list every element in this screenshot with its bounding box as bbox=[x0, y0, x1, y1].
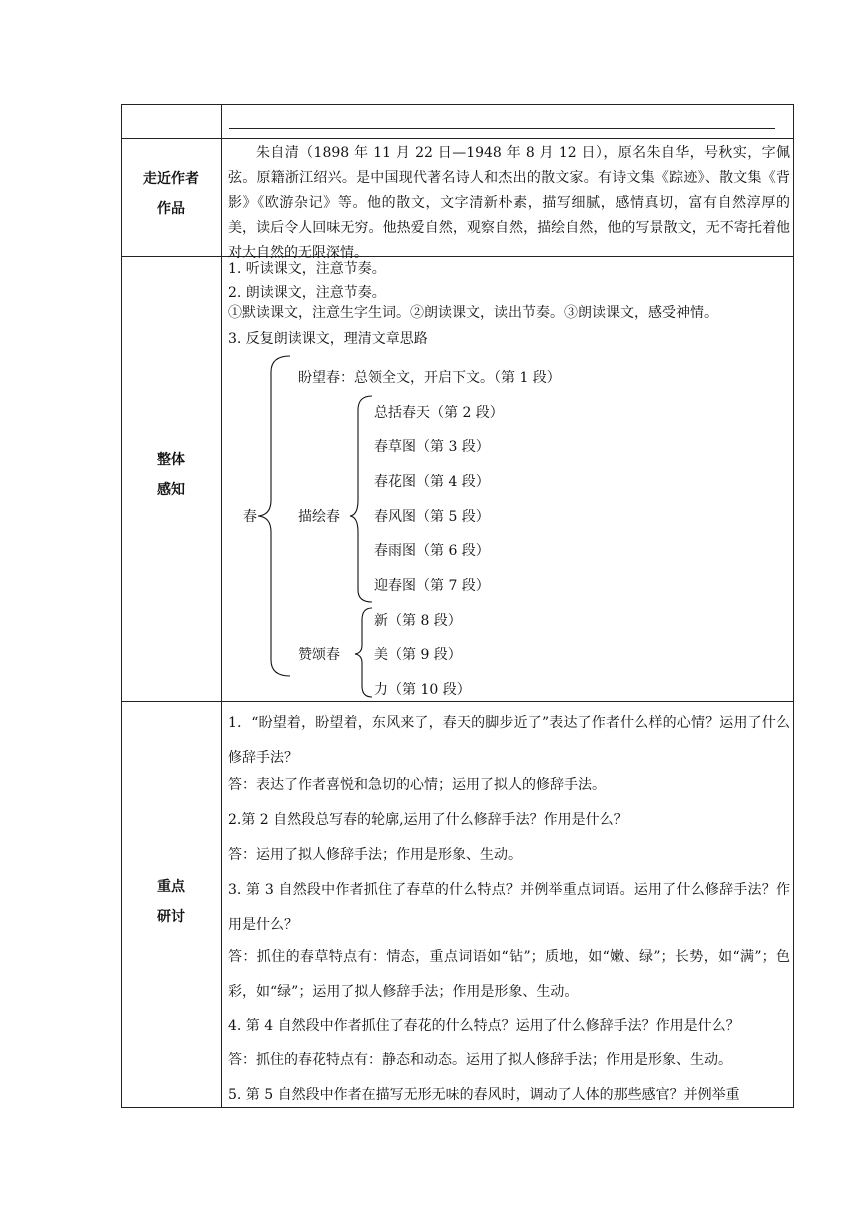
outline-item: 力（第 10 段） bbox=[374, 682, 471, 698]
author-label-line-1: 走近作者 bbox=[143, 171, 199, 187]
question-3: 3. 第 3 自然段中作者抓住了春草的什么特点？并例举重点词语。运用了什么修辞手法？作用是什么？ bbox=[228, 882, 790, 933]
outline-item: 春风图（第 5 段） bbox=[374, 509, 490, 525]
answer-2: 答：运用了拟人修辞手法；作用是形象、生动。 bbox=[228, 847, 522, 863]
overview-step-3: 3. 反复朗读课文，理清文章思路 bbox=[228, 331, 428, 347]
outline-item: 春雨图（第 6 段） bbox=[374, 543, 490, 559]
root-brace bbox=[258, 356, 290, 676]
question-1: 1．“盼望着，盼望着，东风来了，春天的脚步近了”表达了作者什么样的心情？运用了什么修辞手法？ bbox=[228, 715, 790, 766]
author-intro-paragraph: 朱自清（1898 年 11 月 22 日—1948 年 8 月 12 日），原名朱自华，号秋实，字佩弦。原籍浙江绍兴。是中国现代著名诗人和杰出的散文家。有诗文集《踪迹》、散文集《背影》《欧游杂记》等。他的散文，文字清新朴素，描写细腻，感情真切，富有自然淳厚的美，读后令人回味无穷。他热爱自然，观察自然，描绘自然，他的写景散文，无不寄托着他对大自然的无限深情。 bbox=[228, 145, 790, 261]
question-4: 4. 第 4 自然段中作者抓住了春花的什么特点？运用了什么修辞手法？作用是什么？ bbox=[228, 1018, 740, 1034]
answer-3: 答：抓住的春草特点有：情态，重点词语如“钻”；质地，如“嫩、绿”；长势，如“满”；色彩，如“绿”；运用了拟人修辞手法；作用是形象、生动。 bbox=[228, 949, 790, 1000]
outline-item: 春草图（第 3 段） bbox=[374, 439, 490, 455]
question-2: 2.第 2 自然段总写春的轮廓,运用了什么修辞手法？作用是什么？ bbox=[228, 812, 628, 828]
overview-label-line-2: 感知 bbox=[157, 482, 185, 498]
outline-item: 春花图（第 4 段） bbox=[374, 474, 490, 490]
outline-item: 美（第 9 段） bbox=[374, 647, 462, 663]
overview-step-2-detail: ①默读课文，注意生字生词。②朗读课文，读出节奏。③朗读课文，感受神情。 bbox=[228, 305, 718, 321]
outline-item: 新（第 8 段） bbox=[374, 613, 462, 629]
question-5: 5. 第 5 自然段中作者在描写无形无味的春风时，调动了人体的那些感官？并例举重 bbox=[228, 1087, 740, 1103]
focus-label-line-2: 研讨 bbox=[157, 909, 185, 925]
outline-part-2: 描绘春 bbox=[298, 509, 340, 525]
outline-part-3: 赞颂春 bbox=[298, 647, 340, 663]
author-label-line-2: 作品 bbox=[157, 201, 185, 217]
overview-step-1: 1. 听读课文，注意节奏。 bbox=[228, 261, 386, 277]
answer-4: 答：抓住的春花特点有：静态和动态。运用了拟人修辞手法；作用是形象、生动。 bbox=[228, 1052, 732, 1068]
focus-row-label bbox=[121, 872, 221, 932]
focus-label-line-1: 重点 bbox=[157, 879, 185, 895]
describe-brace bbox=[350, 396, 372, 602]
outline-root: 春 bbox=[243, 509, 257, 525]
overview-label-line-1: 整体 bbox=[157, 452, 185, 468]
outline-item: 总括春天（第 2 段） bbox=[374, 405, 504, 421]
outline-item: 迎春图（第 7 段） bbox=[374, 578, 490, 594]
answer-1: 答：表达了作者喜悦和急切的心情；运用了拟人的修辞手法。 bbox=[228, 777, 606, 793]
overview-step-2: 2. 朗读课文，注意节奏。 bbox=[228, 285, 386, 301]
outline-part-1: 盼望春：总领全文，开启下文。（第 1 段） bbox=[298, 370, 561, 386]
praise-brace bbox=[355, 608, 372, 697]
